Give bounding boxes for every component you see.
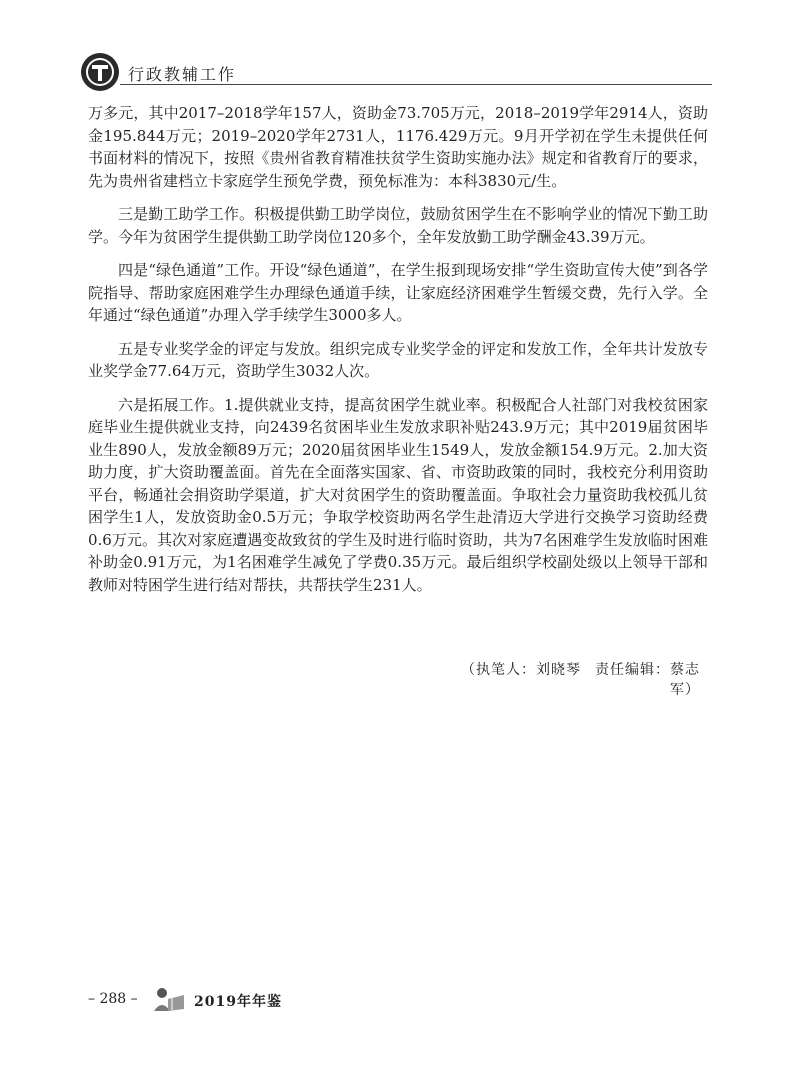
paragraph-scholarship: 五是专业奖学金的评定与发放。组织完成专业奖学金的评定和发放工作，全年共计发放专业奖学金77.64万元，资助学生3032人次。 <box>88 339 708 380</box>
writer-credit: （执笔人：刘晓琴 <box>461 662 581 678</box>
section-title: 行政教辅工作 <box>128 65 237 84</box>
page-header <box>80 52 712 92</box>
page-footer <box>88 985 388 1015</box>
university-seal-icon <box>80 52 120 92</box>
article-body <box>88 102 708 596</box>
author-credit <box>440 659 700 699</box>
editor-credit: 责任编辑：蔡志军） <box>595 662 700 698</box>
book-reader-icon <box>148 985 188 1013</box>
paragraph-work-study: 三是勤工助学工作。积极提供勤工助学岗位，鼓励贫困学生在不影响学业的情况下勤工助学。今年为贫困学生提供勤工助学岗位120多个，全年发放勤工助学酬金43.39万元。 <box>88 205 708 246</box>
paragraph-continuation: 万多元，其中2017–2018学年157人，资助金73.705万元，2018–2019学年2914人，资助金195.844万元；2019–2020学年2731人，1176.429万元。9月开学初在学生未提供任何书面材料的情况下，按照《贵州省教育精准扶贫学生资助实施办法》规定和省教育厅的要求，先为贵州省建档立卡家庭学生预免学费，预免标准为：本科3830元/生。 <box>88 104 708 190</box>
header-divider <box>120 84 712 85</box>
page-number: – 288 – <box>88 991 138 1007</box>
paragraph-expansion: 六是拓展工作。1.提供就业支持，提高贫困学生就业率。积极配合人社部门对我校贫困家庭毕业生提供就业支持，向2439名贫困毕业生发放求职补贴243.9万元；其中2019届贫困毕业生890人，发放金额89万元；2020届贫困毕业生1549人，发放金额154.9万元。2.加大资助力度，扩大资助覆盖面。首先在全面落实国家、省、市资助政策的同时，我校充分利用资助平台，畅通社会捐资助学渠道，扩大对贫困学生的资助覆盖面。争取社会力量资助我校孤儿贫困学生1人，发放资助金0.5万元；争取学校资助两名学生赴清迈大学进行交换学习资助经费0.6万元。其次对家庭遭遇变故致贫的学生及时进行临时资助，共为7名困难学生发放临时困难补助金0.91万元，为1名困难学生减免了学费0.35万元。最后组织学校副处级以上领导干部和教师对特困学生进行结对帮扶，共帮扶学生231人。 <box>88 395 708 594</box>
paragraph-green-channel: 四是“绿色通道”工作。开设“绿色通道”，在学生报到现场安排“学生资助宣传大使”到各学院指导、帮助家庭困难学生办理绿色通道手续，让家庭经济困难学生暂缓交费，先行入学。全年通过“绿色通道”办理入学手续学生3000多人。 <box>88 261 708 324</box>
yearbook-title: 2019年年鉴 <box>194 994 282 1010</box>
